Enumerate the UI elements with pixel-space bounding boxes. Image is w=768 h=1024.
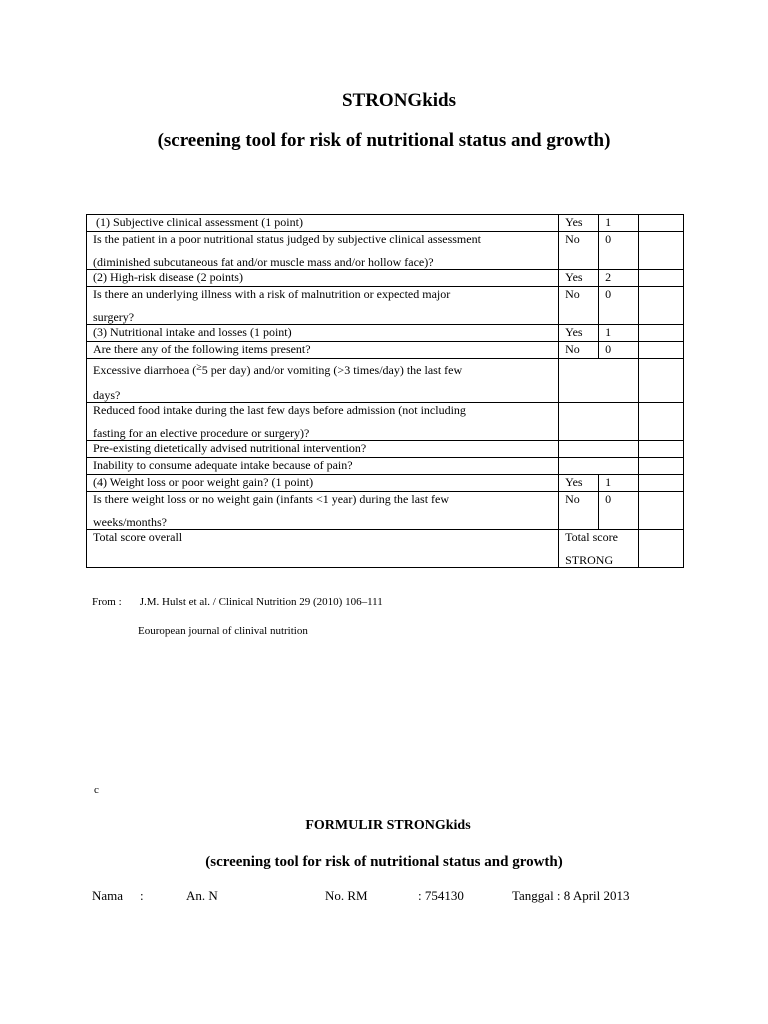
table-row — [87, 441, 684, 458]
item-pain: Inability to consume adequate intake because of pain? — [87, 458, 559, 475]
table-row — [87, 530, 684, 568]
score-cell[interactable] — [639, 492, 684, 530]
section-2-header: (2) High-risk disease (2 points) — [87, 270, 559, 287]
item-dietetic-intervention: Pre-existing dietetically advised nutritional intervention? — [87, 441, 559, 458]
score-cell[interactable] — [639, 475, 684, 492]
document-subtitle: (screening tool for risk of nutritional status and growth) — [157, 130, 611, 151]
section-4-question: Is there weight loss or no weight gain (infants <1 year) during the last few weeks/months? — [87, 492, 559, 530]
answer-yes: Yes — [559, 325, 599, 342]
answer-no: No — [559, 287, 599, 325]
rm-label: No. RM — [325, 888, 368, 903]
score-cell[interactable] — [639, 325, 684, 342]
citation-text: J.M. Hulst et al. / Clinical Nutrition 29 (2010) 106–111 — [139, 596, 383, 608]
answer-yes: Yes — [559, 475, 599, 492]
screening-table — [86, 214, 684, 568]
item-answer-cell[interactable] — [559, 403, 639, 441]
form-title: FORMULIR STRONGkids — [305, 818, 471, 833]
section-1-header: (1) Subjective clinical assessment (1 point) — [87, 215, 559, 232]
source-citation — [92, 596, 383, 608]
answer-yes: Yes — [559, 270, 599, 287]
item-answer-cell[interactable] — [559, 458, 639, 475]
score-cell[interactable] — [639, 215, 684, 232]
from-label: From : — [92, 596, 122, 608]
section-3-header: (3) Nutritional intake and losses (1 point) — [87, 325, 559, 342]
item-reduced-intake: Reduced food intake during the last few days before admission (not including fasting for an elective procedure or surgery)? — [87, 403, 559, 441]
table-row — [87, 325, 684, 342]
section-4-header: (4) Weight loss or poor weight gain? (1 point) — [87, 475, 559, 492]
score-cell[interactable] — [639, 270, 684, 287]
answer-no: No — [559, 492, 599, 530]
score-yes: 1 — [599, 475, 639, 492]
table-row — [87, 475, 684, 492]
answer-yes: Yes — [559, 215, 599, 232]
section-3-question: Are there any of the following items present? — [87, 342, 559, 359]
score-yes: 2 — [599, 270, 639, 287]
table-row — [87, 287, 684, 325]
score-no: 0 — [599, 232, 639, 270]
section-2-question: Is there an underlying illness with a risk of malnutrition or expected major surgery? — [87, 287, 559, 325]
score-cell[interactable] — [639, 403, 684, 441]
tanggal-field: Tanggal : 8 April 2013 — [512, 888, 630, 903]
total-value-cell[interactable] — [639, 530, 684, 568]
answer-no: No — [559, 342, 599, 359]
answer-no: No — [559, 232, 599, 270]
table-row — [87, 215, 684, 232]
score-yes: 1 — [599, 215, 639, 232]
score-yes: 1 — [599, 325, 639, 342]
table-row — [87, 359, 684, 403]
table-row — [87, 270, 684, 287]
table-row — [87, 232, 684, 270]
item-diarrhoea: Excessive diarrhoea (≥5 per day) and/or vomiting (>3 times/day) the last few days? — [87, 359, 559, 403]
table-row — [87, 458, 684, 475]
nama-label: Nama — [92, 888, 124, 903]
score-cell[interactable] — [639, 458, 684, 475]
greater-equal-symbol: ≥ — [196, 362, 202, 373]
table-row — [87, 403, 684, 441]
total-score-cell: Total score STRONG — [559, 530, 639, 568]
section-1-question: Is the patient in a poor nutritional status judged by subjective clinical assessment (diminished subcutaneous fat and/or muscle mass and/or hollow face)? — [87, 232, 559, 270]
document-title: STRONGkids — [341, 90, 457, 111]
rm-value: : 754130 — [418, 888, 464, 903]
form-subtitle: (screening tool for risk of nutritional status and growth) — [205, 854, 563, 870]
total-score-overall-label: Total score overall — [87, 530, 559, 568]
nama-colon: : — [140, 888, 144, 903]
score-no: 0 — [599, 342, 639, 359]
journal-name: Eouropean journal of clinival nutrition — [138, 625, 308, 637]
stray-letter: c — [94, 784, 99, 796]
score-no: 0 — [599, 492, 639, 530]
table-row — [87, 342, 684, 359]
item-answer-cell[interactable] — [559, 359, 639, 403]
table-row — [87, 492, 684, 530]
score-cell[interactable] — [639, 287, 684, 325]
nama-value: An. N — [186, 888, 218, 903]
score-cell[interactable] — [639, 441, 684, 458]
score-cell[interactable] — [639, 359, 684, 403]
score-no: 0 — [599, 287, 639, 325]
item-answer-cell[interactable] — [559, 441, 639, 458]
score-cell[interactable] — [639, 342, 684, 359]
score-cell[interactable] — [639, 232, 684, 270]
